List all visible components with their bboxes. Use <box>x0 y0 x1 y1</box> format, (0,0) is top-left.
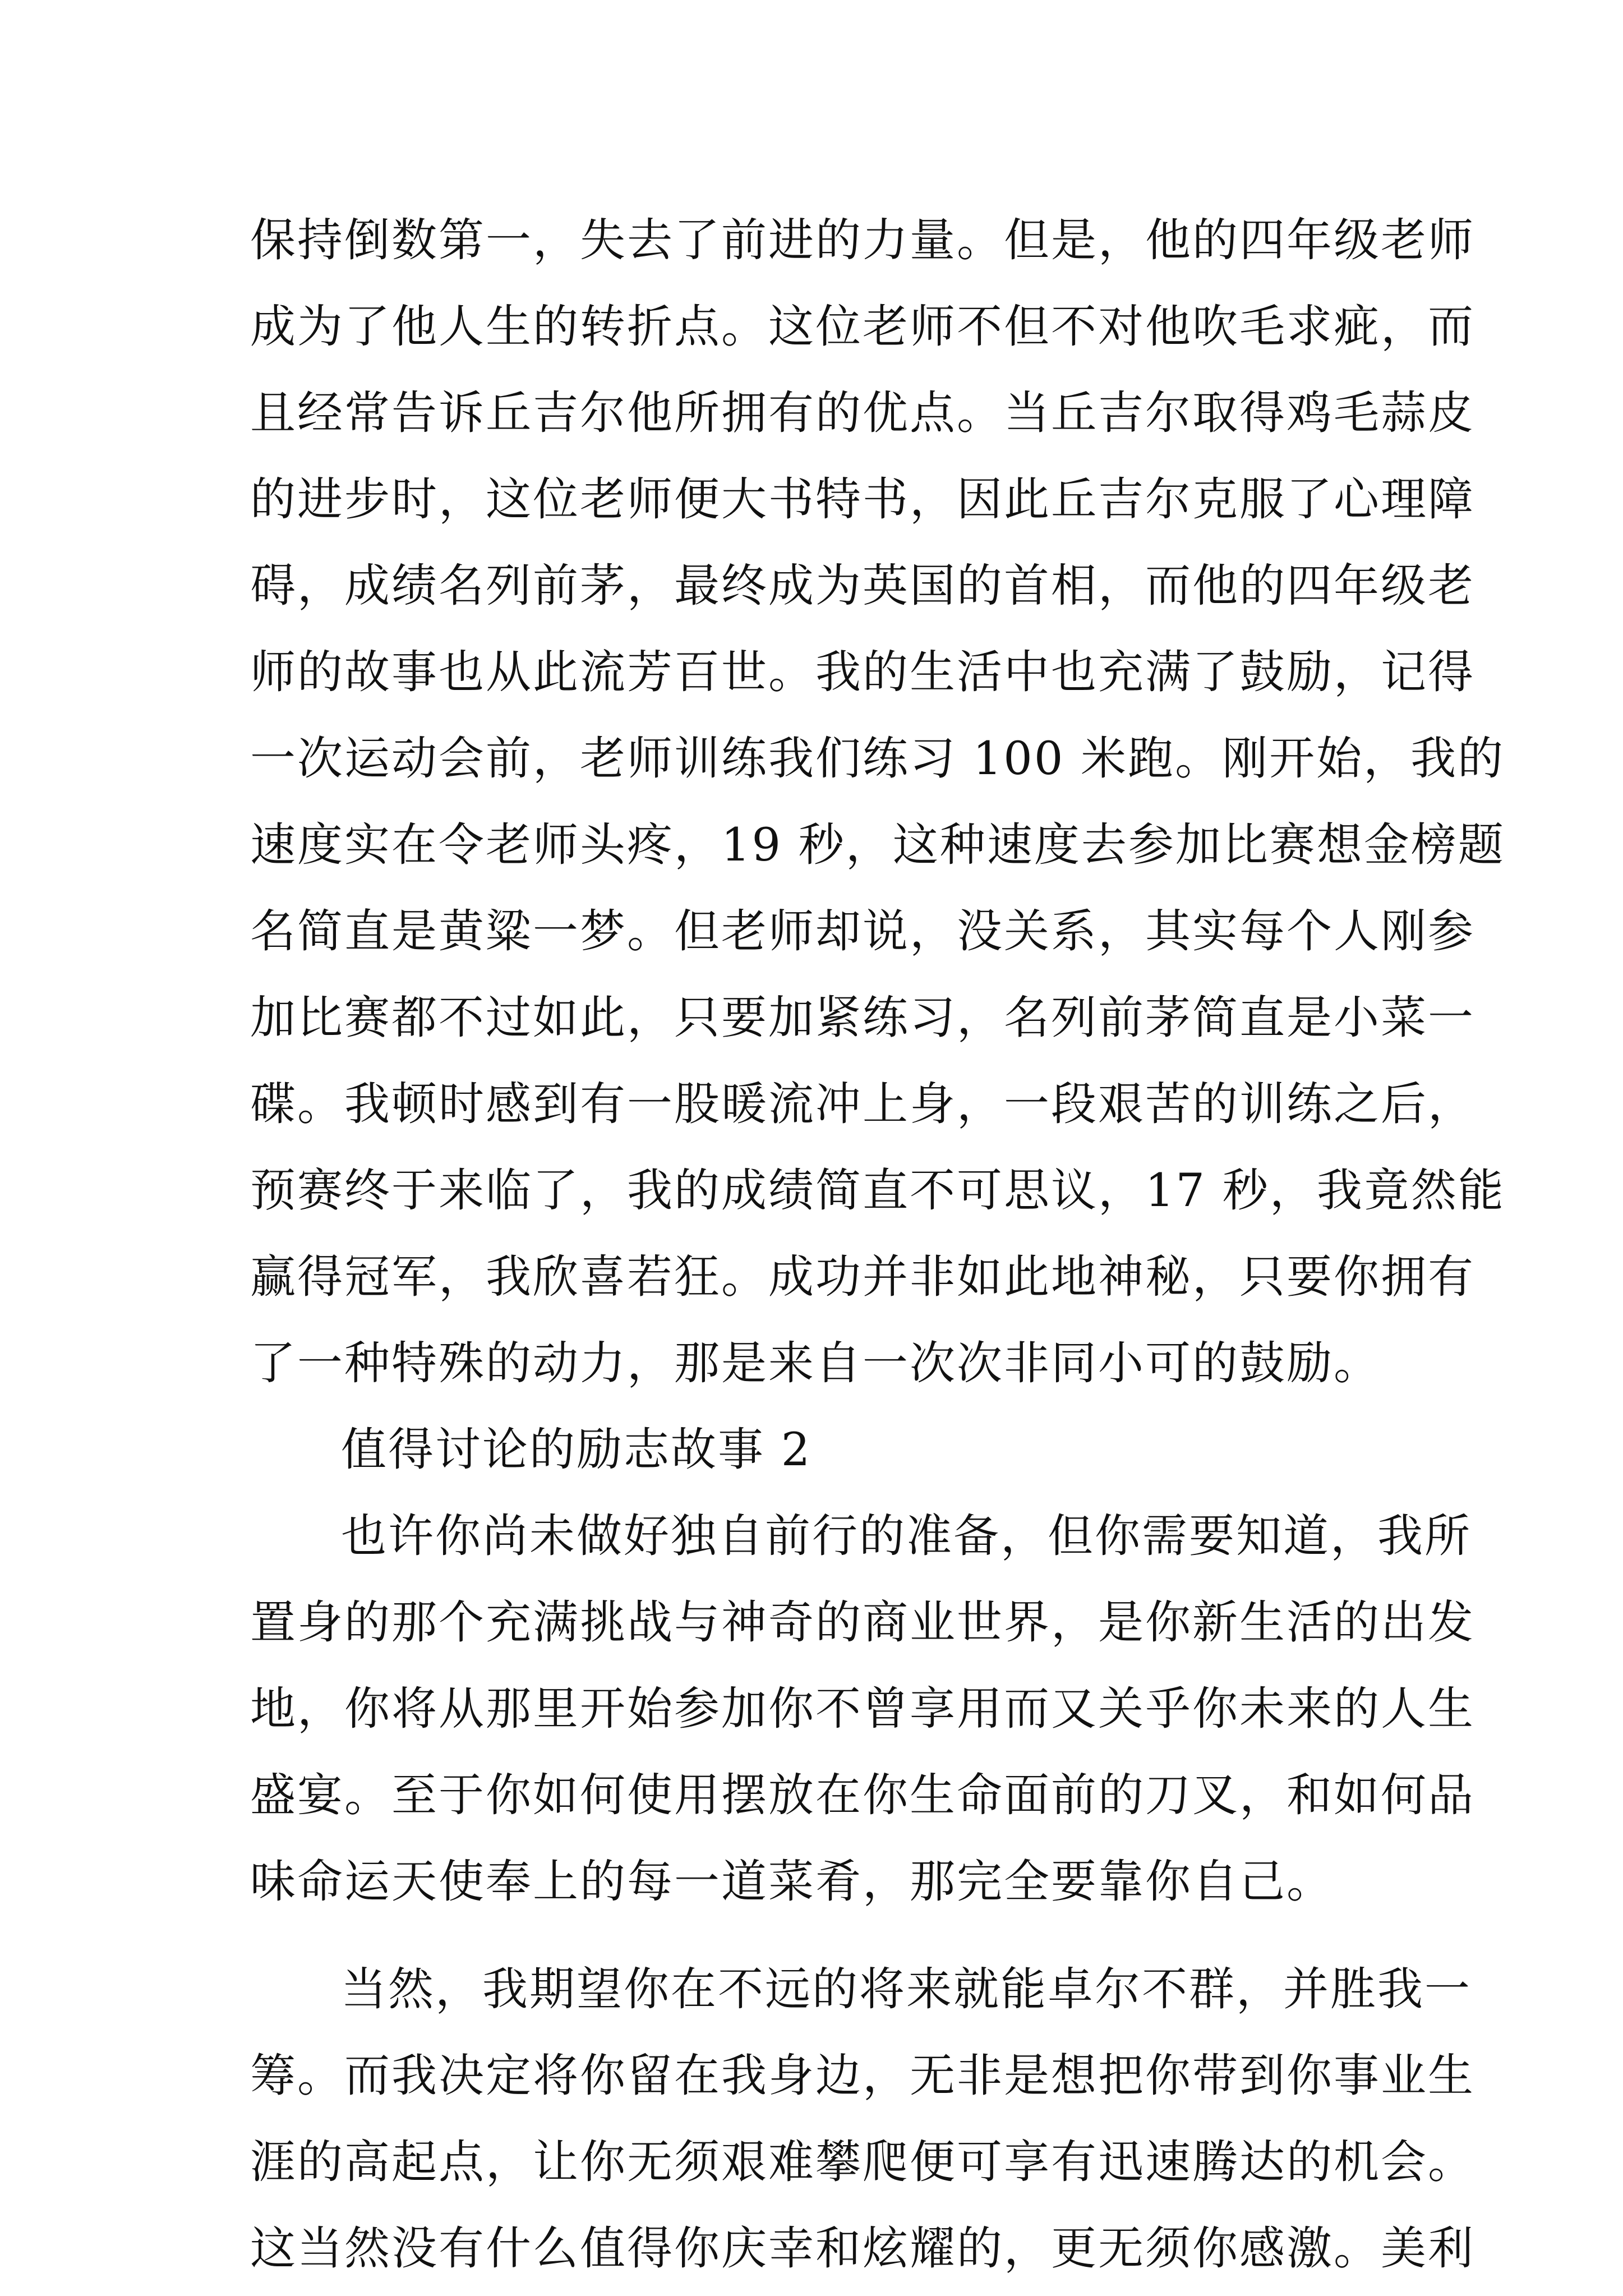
paragraph-line: 速度实在令老师头疼，19 秒，这种速度去参加比赛想金榜题 <box>250 819 1505 872</box>
paragraph-line: 赢得冠军，我欣喜若狂。成功并非如此地神秘，只要你拥有 <box>250 1251 1476 1304</box>
paragraph-line: 加比赛都不过如此，只要加紧练习，名列前茅简直是小菜一 <box>250 992 1476 1045</box>
paragraph-spacer <box>250 1925 1383 1947</box>
paragraph-line: 碟。我顿时感到有一股暖流冲上身，一段艰苦的训练之后， <box>250 1078 1476 1131</box>
paragraph-line: 成为了他人生的转折点。这位老师不但不对他吹毛求疵，而 <box>250 301 1476 353</box>
paragraph-line: 地，你将从那里开始参加你不曾享用而又关乎你未来的人生 <box>250 1683 1476 1736</box>
paragraph-line: 当然，我期望你在不远的将来就能卓尔不群，并胜我一 <box>341 1963 1472 2016</box>
paragraph-line: 也许你尚未做好独自前行的准备，但你需要知道，我所 <box>341 1510 1472 1563</box>
paragraph-line: 的进步时，这位老师便大书特书，因此丘吉尔克服了心理障 <box>250 473 1476 526</box>
paragraph-line: 这当然没有什么值得你庆幸和炫耀的，更无须你感激。美利 <box>250 2223 1476 2275</box>
paragraph-1 <box>250 197 1505 1407</box>
paragraph-line: 预赛终于来临了，我的成绩简直不可思议，17 秒，我竟然能 <box>250 1165 1505 1217</box>
section-heading: 值得讨论的励志故事 2 <box>341 1424 812 1476</box>
paragraph-line: 涯的高起点，让你无须艰难攀爬便可享有迅速腾达的机会。 <box>250 2136 1476 2189</box>
paragraph-line: 一次运动会前，老师训练我们练习 100 米跑。刚开始，我的 <box>250 733 1505 785</box>
paragraph-line: 保持倒数第一，失去了前进的力量。但是，他的四年级老师 <box>250 214 1476 267</box>
paragraph-line: 味命运天使奉上的每一道菜肴，那完全要靠你自己。 <box>250 1856 1334 1908</box>
paragraph-line: 师的故事也从此流芳百世。我的生活中也充满了鼓励，记得 <box>250 646 1476 699</box>
paragraph-line: 筹。而我决定将你留在我身边，无非是想把你带到你事业生 <box>250 2050 1476 2102</box>
document-body <box>250 197 1505 2292</box>
paragraph-line: 名简直是黄粱一梦。但老师却说，没关系，其实每个人刚参 <box>250 905 1476 958</box>
paragraph-line: 且经常告诉丘吉尔他所拥有的优点。当丘吉尔取得鸡毛蒜皮 <box>250 387 1476 440</box>
paragraph-2 <box>250 1493 1476 1925</box>
paragraph-line: 碍，成绩名列前茅，最终成为英国的首相，而他的四年级老 <box>250 560 1476 613</box>
paragraph-line: 盛宴。至于你如何使用摆放在你生命面前的刀叉，和如何品 <box>250 1769 1476 1822</box>
paragraph-3 <box>250 1947 1476 2292</box>
paragraph-line: 置身的那个充满挑战与神奇的商业世界，是你新生活的出发 <box>250 1596 1476 1649</box>
paragraph-line: 了一种特殊的动力，那是来自一次次非同小可的鼓励。 <box>250 1337 1381 1390</box>
